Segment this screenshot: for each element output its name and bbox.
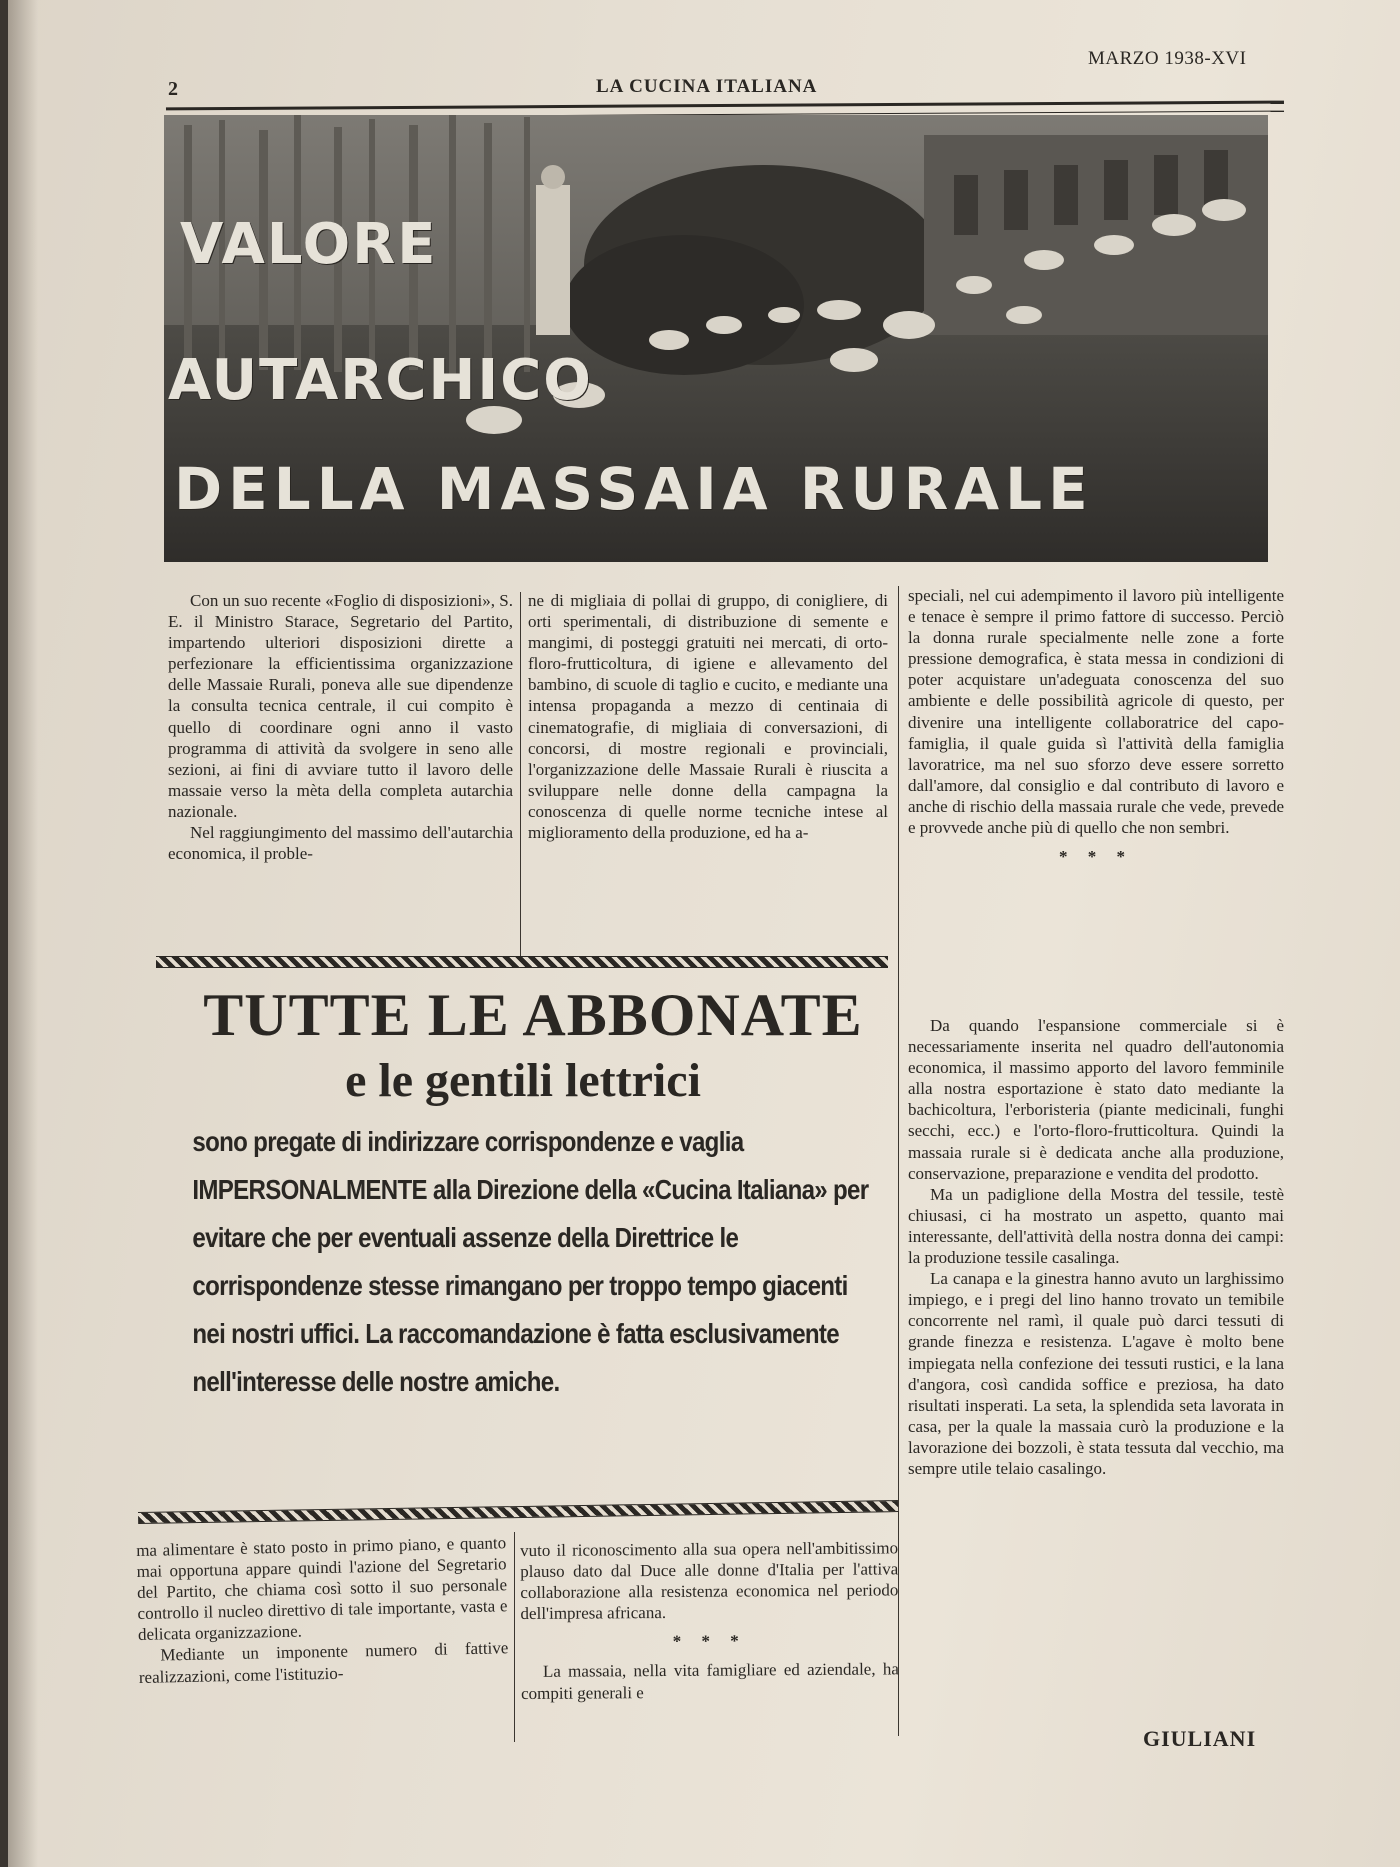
photo-headline-line2: AUTARCHICO bbox=[168, 348, 593, 413]
article-paragraph: La canapa e la ginestra hanno avuto un larghissimo impiego, e i pregi del lino hanno trovato un temibile concorrente nel ramì, il quale può darci tessuti di grande finezza e resistenza. L'agave è molto bene impiegata nella confezione dei tessuti rustici, e la lana d'angora, così candida soffice e preziosa, ha dato risultati insperati. La seta, la splendida seta lavorata in casa, per la quale la massaia curò la produzione e la lavorazione dei bozzoli, è stata tessuta dal vecchio, ma sempre utile telaio casalingo. bbox=[908, 1269, 1284, 1478]
article-column-1 bbox=[168, 590, 513, 864]
article-paragraph: Ma un padiglione della Mostra del tessile, testè chiusasi, ci ha mostrato un aspetto, quanto mai interessante, dell'attività della nostra donna dei campi: la produzione tessile casalinga. bbox=[908, 1184, 1284, 1268]
issue-date: MARZO 1938-XVI bbox=[1088, 48, 1247, 69]
article-paragraph: speciali, nel cui adempimento il lavoro più intelligente e tenace è sempre il primo fattore di successo. Perciò la donna rurale specialmente nelle zone a forte pressione demografica, è stata messa in condizioni di poter acquistare un'adeguata conoscenza del suo ambiente e delle possibilità agricole di questo, per divenire una intelligente collaboratrice del capo-famiglia, il quale guida sì l'attività della famiglia lavoratrice, ma nel suo sforzo deve essere sorretto dall'amore, dal consiglio e dal contributo di lavoro e anche di rischio della massaia rurale che vede, prevede e provvede anche più di quello che non sembri. bbox=[908, 586, 1284, 838]
newspaper-page bbox=[8, 0, 1400, 1867]
article-paragraph: La massaia, nella vita famigliare ed aziendale, ha compiti generali e bbox=[521, 1659, 899, 1703]
author-signature: GIULIANI bbox=[1143, 1726, 1257, 1751]
subscriber-notice bbox=[158, 980, 878, 1406]
section-separator: * * * bbox=[1059, 847, 1133, 867]
article-column-2 bbox=[528, 590, 888, 843]
column-divider bbox=[520, 592, 521, 958]
article-paragraph: vuto il riconoscimento alla sua opera nell'ambitissimo plauso dato dal Duce alle donne d'Italia per l'attiva collaborazione alla resistenza economica nel periodo dell'impresa africana. bbox=[520, 1538, 899, 1624]
publication-title: LA CUCINA ITALIANA bbox=[596, 76, 818, 97]
article-paragraph: Da quando l'espansione commerciale si è necessariamente inserita nel quadro dell'autonomia economica, il massimo apporto del lavoro femminile alla nostra esportazione è stato dato mediante la bachicoltura, l'erboristeria (piante medicinali, funghi secchi, ecc.) e l'orto-floro-frutticoltura. Quindi la massaia rurale si è dedicata anche alla produzione, conservazione, preparazione e vendita del prodotto. bbox=[908, 1016, 1284, 1183]
decorative-border-bottom bbox=[138, 1500, 898, 1524]
article-column-3-continued bbox=[908, 1015, 1284, 1479]
article-paragraph: Nel raggiungimento del massimo dell'autarchia economica, il proble- bbox=[168, 823, 513, 864]
headline-photo bbox=[164, 115, 1268, 562]
article-paragraph: ne di migliaia di pollai di gruppo, di conigliere, di orti sperimentali, di distribuzione di semente e mangimi, di posteggi gratuiti nei mercati, di orto-floro-frutticoltura, di igiene e allevamento del bambino, di scuole di taglio e cucito, e mediante una intensa propaganda a mezzo di centinaia di cinematografie, di migliaia di conversazioni, di concorsi, di mostre regionali e provinciali, l'organizzazione delle Massaie Rurali è riuscita a sviluppare nelle donne della campagna la conoscenza di quelle norme tecniche intese al miglioramento della produzione, ed ha a- bbox=[528, 591, 888, 843]
article-paragraph: Mediante un imponente numero di fattive realizzazioni, come l'istituzio- bbox=[138, 1638, 509, 1687]
notice-body bbox=[158, 1118, 880, 1406]
article-column-4 bbox=[136, 1532, 509, 1687]
article-paragraph: Con un suo recente «Foglio di disposizioni», S. E. il Ministro Starace, Segretario del Partito, impartendo ulteriori disposizioni dirette a perfezionare la efficientissima organizzazione delle Massaie Rurali, poneva alle sue dipendenze la consulta tecnica centrale, il cui compito è quello di coordinare ogni anno il vasto programma di attività da svolgere in seno alle sezioni, ai fini di avviare tutto il lavoro delle massaie verso la mèta della completa autarchia nazionale. bbox=[168, 591, 513, 821]
photo-headline-line3: DELLA MASSAIA RURALE bbox=[174, 455, 1094, 523]
page-number: 2 bbox=[168, 78, 178, 100]
article-paragraph: ma alimentare è stato posto in primo piano, e quanto mai opportuna appare quindi l'azione del Segretario del Partito, che chiama così sotto il suo personale controllo il nucleo direttivo di tale importante, vasta e delicata organizzazione. bbox=[136, 1533, 508, 1645]
column-divider bbox=[514, 1532, 515, 1742]
photo-headline-line1: VALORE bbox=[180, 212, 438, 277]
article-column-3 bbox=[908, 585, 1284, 875]
notice-body-text: alla Direzione della «Cucina Italiana» per evitare che per eventuali assenze della Direttrice le corrispondenze stesse rimangano per troppo tempo giacenti nei nostri uffici. La raccomandazione è fatta esclusivamente nell'interesse delle nostre amiche. bbox=[192, 1174, 869, 1397]
notice-body-text: sono pregate di indirizzare corrispondenze e vaglia bbox=[192, 1126, 744, 1157]
article-column-5 bbox=[520, 1537, 899, 1703]
notice-heading: TUTTE LE ABBONATE bbox=[203, 982, 863, 1048]
section-separator: * * * bbox=[672, 1631, 747, 1652]
notice-subheading: e le gentili lettrici bbox=[345, 1054, 701, 1107]
decorative-border-top bbox=[156, 956, 888, 968]
notice-emphasis: IMPERSONALMENTE bbox=[192, 1174, 427, 1205]
